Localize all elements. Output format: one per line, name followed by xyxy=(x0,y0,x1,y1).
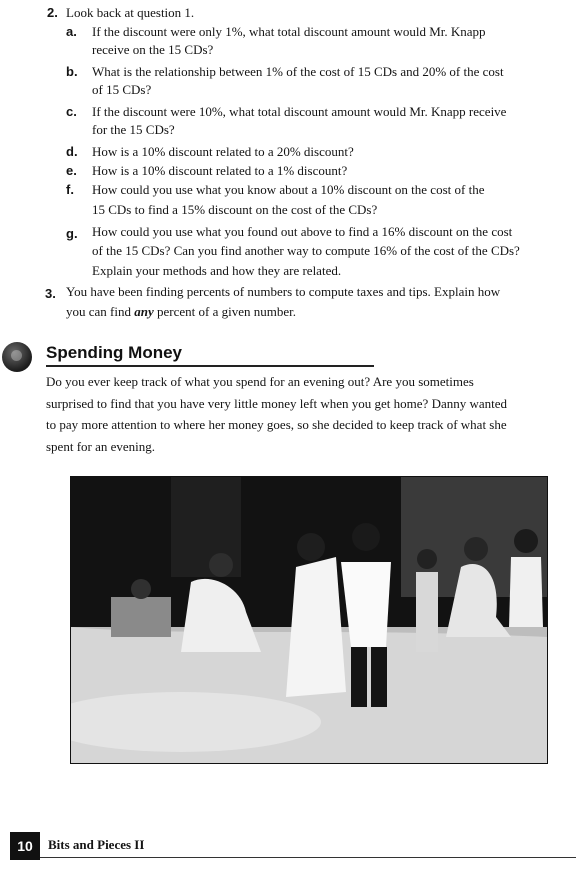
item-b-line-1: What is the relationship between 1% of the cost of 15 CDs and 20% of the cost xyxy=(92,64,504,79)
item-b-line-2: of 15 CDs? xyxy=(92,82,152,97)
book-title: Bits and Pieces II xyxy=(48,837,145,852)
item-d-letter: d. xyxy=(66,144,78,159)
question-2-number: 2. xyxy=(47,5,58,20)
item-a-line-1: If the discount were only 1%, what total discount amount would Mr. Knapp xyxy=(92,24,486,39)
question-2-intro: Look back at question 1. xyxy=(66,5,195,20)
item-f-line-1: How could you use what you know about a 10% discount on the cost of the xyxy=(92,182,485,197)
item-g-letter: g. xyxy=(66,226,78,241)
item-g-line-1: How could you use what you found out above to find a 16% discount on the cost xyxy=(92,224,513,239)
emphasis-any: any xyxy=(134,304,154,319)
dance-photo-illustration xyxy=(71,477,547,763)
item-a-letter: a. xyxy=(66,24,77,39)
section-paragraph-line-2: surprised to find that you have very little money left when you get home? Danny wanted xyxy=(46,396,508,411)
item-g-line-3: Explain your methods and how they are related. xyxy=(92,263,342,278)
item-c-letter: c. xyxy=(66,104,77,119)
section-paragraph-line-1: Do you ever keep track of what you spend for an evening out? Are you sometimes xyxy=(46,374,474,389)
item-c-line-1: If the discount were 10%, what total discount amount would Mr. Knapp receive xyxy=(92,104,507,119)
item-c-line-2: for the 15 CDs? xyxy=(92,122,175,137)
item-b-letter: b. xyxy=(66,64,78,79)
section-heading: Spending Money xyxy=(46,343,182,362)
section-bullet-icon xyxy=(2,342,32,372)
page-number: 10 xyxy=(10,832,40,860)
dance-photo xyxy=(70,476,548,764)
question-3-line-2 xyxy=(66,302,296,322)
item-f-line-2: 15 CDs to find a 15% discount on the cost of the CDs? xyxy=(92,202,378,217)
question-3-number: 3. xyxy=(45,286,56,301)
item-e-letter: e. xyxy=(66,163,77,178)
footer-rule xyxy=(40,857,576,858)
heading-rule xyxy=(46,365,374,367)
item-g-line-2: of the 15 CDs? Can you find another way to compute 16% of the cost of the CDs? xyxy=(92,243,520,258)
question-3-line-2-post: percent of a given number. xyxy=(153,304,296,319)
section-paragraph-line-4: spent for an evening. xyxy=(46,439,156,454)
question-3-line-2-pre: you can find xyxy=(66,304,135,319)
item-d-line-1: How is a 10% discount related to a 20% discount? xyxy=(92,144,354,159)
section-paragraph-line-3: to pay more attention to where her money goes, so she decided to keep track of what she xyxy=(46,417,507,432)
question-3-line-1: You have been finding percents of numbers to compute taxes and tips. Explain how xyxy=(66,284,501,299)
item-f-letter: f. xyxy=(66,182,74,197)
item-a-line-2: receive on the 15 CDs? xyxy=(92,42,214,57)
item-e-line-1: How is a 10% discount related to a 1% discount? xyxy=(92,163,348,178)
